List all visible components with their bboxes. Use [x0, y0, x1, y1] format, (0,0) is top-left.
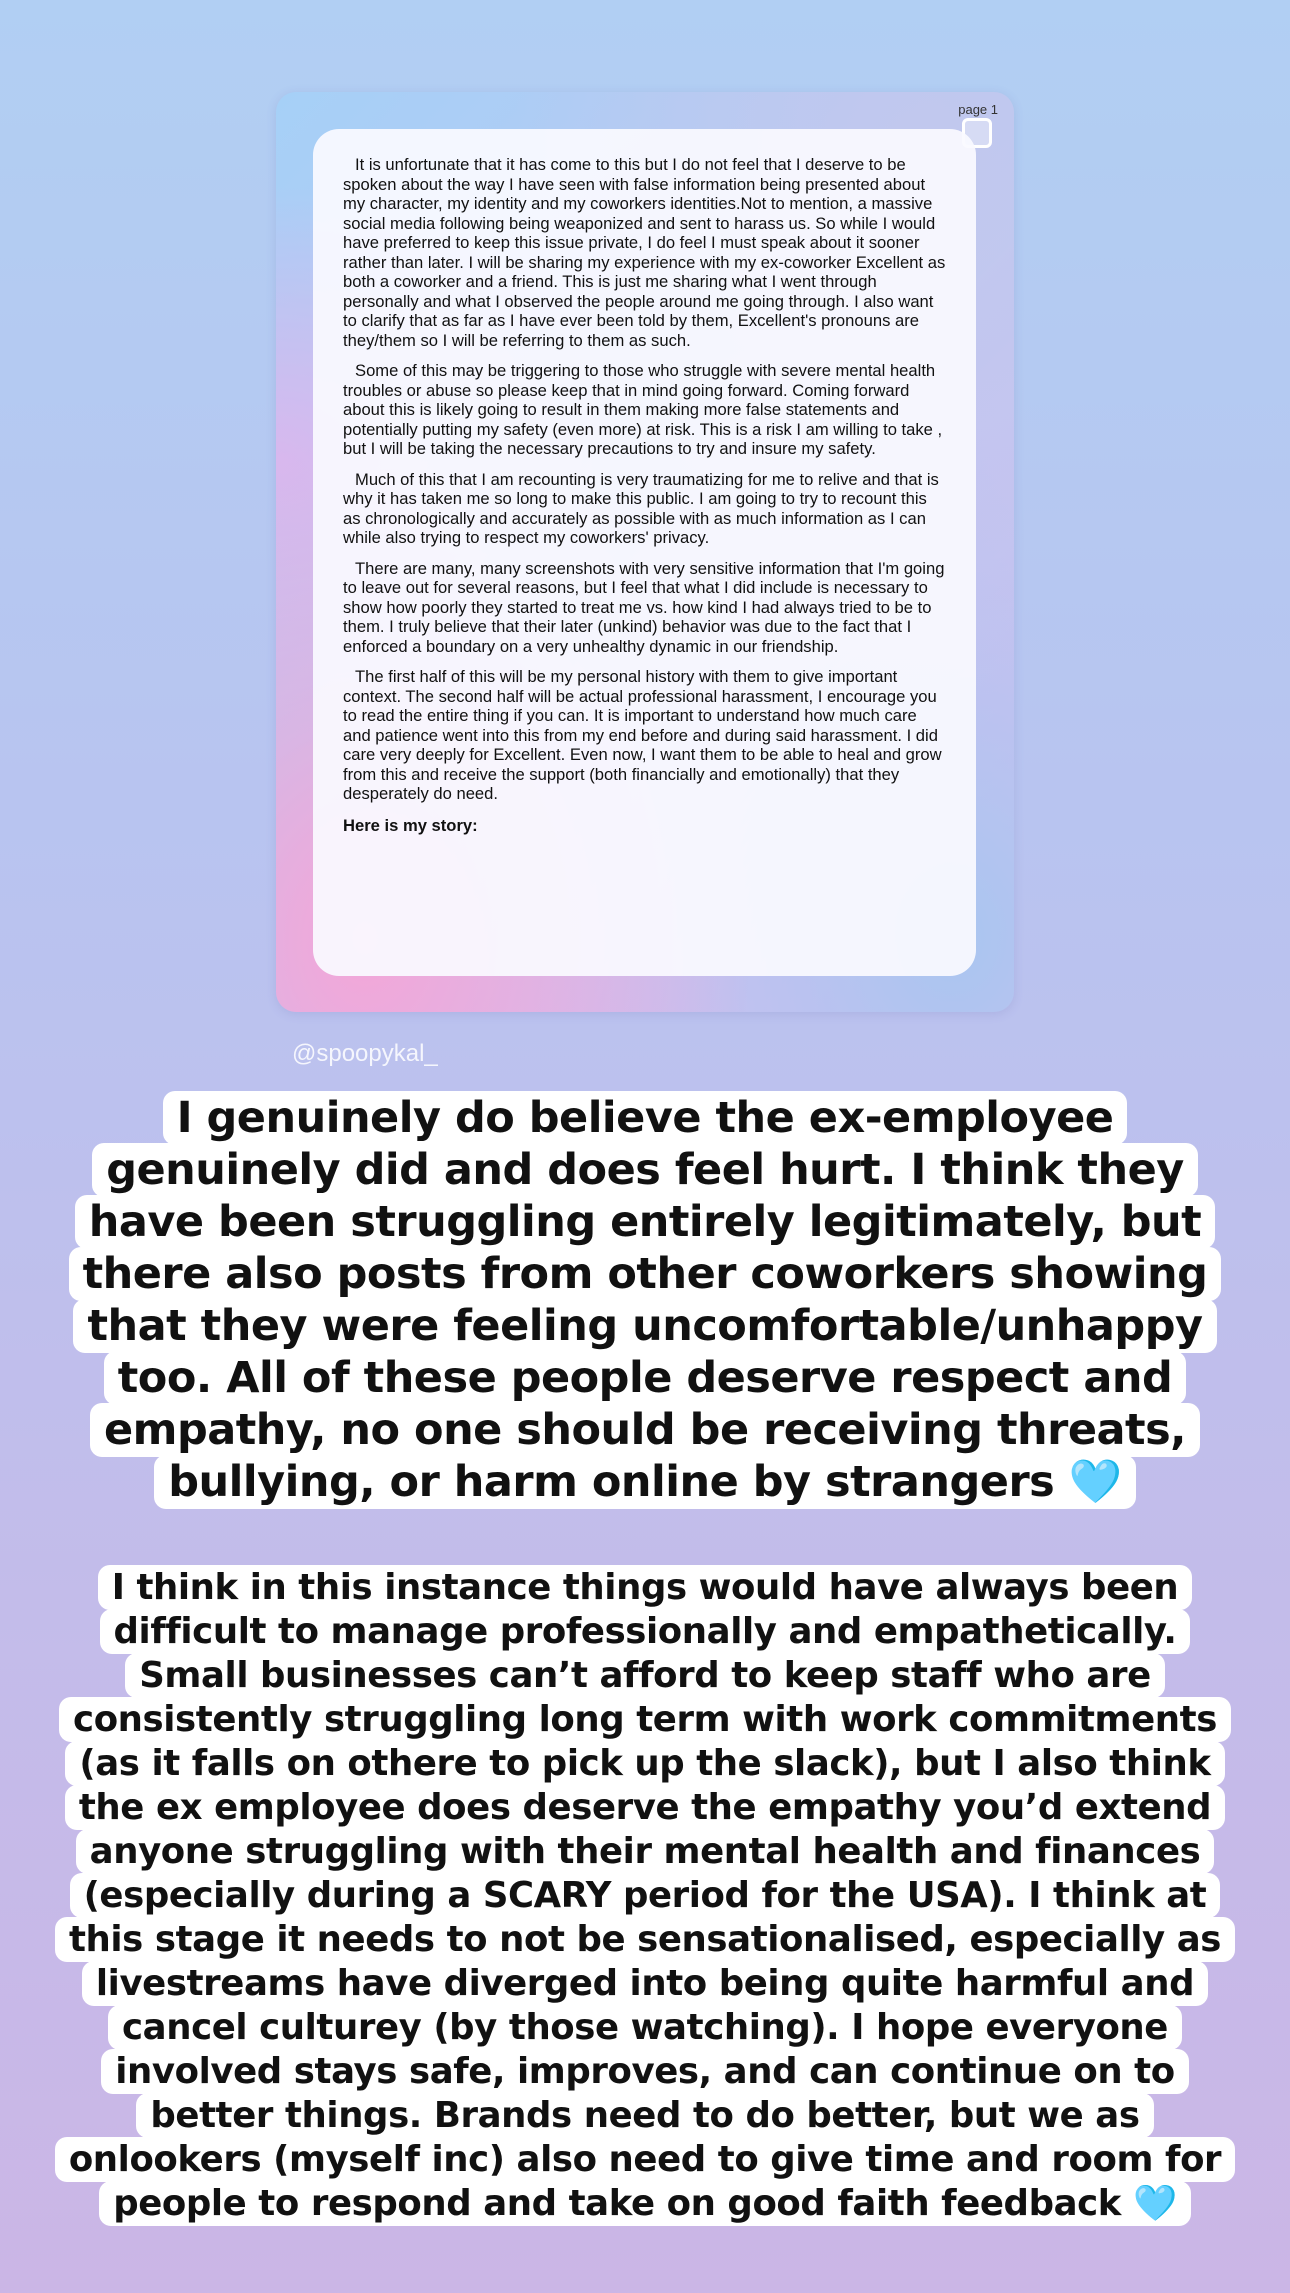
- document-paragraph: Much of this that I am recounting is very traumatizing for me to relive and that is why it has taken me so long to make this public. I am going to try to recount this as chronologically and accurately as possible with as much information as I can while also trying to respect my coworkers' privacy.: [343, 469, 939, 547]
- light-blue-heart-icon: 🩵: [1132, 2183, 1177, 2224]
- document-paragraph: It is unfortunate that it has come to this but I do not feel that I deserve to be spoken about the way I have seen with false information being presented about my character, my identity and my coworkers identities.Not to mention, a massive social media following being weaponized and sent to harass us. So while I would have preferred to keep this issue private, I do feel I must speak about it sooner rather than later. I will be sharing my experience with my ex-coworker Excellent as both a coworker and a friend. This is just me sharing what I went through personally and what I observed the people around me going through. I also want to clarify that as far as I have ever been told by them, Excellent's pronouns are they/them so I will be referring to them as such.: [343, 155, 946, 350]
- page-label: page 1: [958, 102, 998, 117]
- story-heading: Here is my story:: [343, 815, 478, 835]
- caption-text: I think in this instance things would have always been difficult to manage professionally and empathetically. Small businesses can’t afford to keep staff who are consistently struggling long term with work commitments (as it falls on othere to pick up the slack), but I also think the ex employee does deserve the empathy you’d extend anyone struggling with their mental health and finances (especially during a SCARY period for the USA). I think at this stage it needs to not be sensationalised, especially as livestreams have diverged into being quite harmful and cancel culturey (by those watching). I hope everyone involved stays safe, improves, and can continue on to better things. Brands need to do better, but we as onlookers (myself inc) also need to give time and room for people to respond and take on good faith feedback: [68, 1567, 1222, 2224]
- story-caption-2: [50, 1566, 1240, 2226]
- caption-text: I genuinely do believe the ex-employee genuinely did and does feel hurt. I think they have been struggling entirely legitimately, but there also posts from other coworkers showing that they were feeling uncomfortable/unhappy too. All of these people deserve respect and empathy, no one should be receiving threats, bullying, or harm online by strangers: [82, 1093, 1208, 1507]
- document-paragraph: There are many, many screenshots with very sensitive information that I'm going to leave out for several reasons, but I feel that what I did include is necessary to show how poorly they started to treat me vs. how kind I had always tried to be to them. I truly believe that their later (unkind) behavior was due to the fact that I enforced a boundary on a very unhealthy dynamic in our friendship.: [343, 558, 945, 656]
- story-caption-1: [60, 1092, 1230, 1508]
- document-paragraph: Some of this may be triggering to those who struggle with severe mental health troubles or abuse so please keep that in mind going forward. Coming forward about this is likely going to result in them making more false statements and potentially putting my safety (even more) at risk. This is a risk I am willing to take , but I will be taking the necessary precautions to try and insure my safety.: [343, 361, 943, 458]
- author-handle-tag[interactable]: @spoopykal_: [292, 1040, 438, 1067]
- document-screenshot-card: [276, 92, 1014, 1012]
- caption-text-box: [55, 1565, 1235, 2226]
- document-paragraph: The first half of this will be my personal history with them to give important context. The second half will be actual professional harassment, I encourage you to read the entire thing if you can. It is important to understand how much care and patience went into this from my end before and during said harassment. I did care very deeply for Excellent. Even now, I want them to be able to heal and grow from this and receive the support (both financially and emotionally) that they desperately do need.: [343, 667, 942, 803]
- caption-text-box: [69, 1091, 1222, 1509]
- document-page: [313, 129, 976, 976]
- light-blue-heart-icon: 🩵: [1068, 1457, 1122, 1507]
